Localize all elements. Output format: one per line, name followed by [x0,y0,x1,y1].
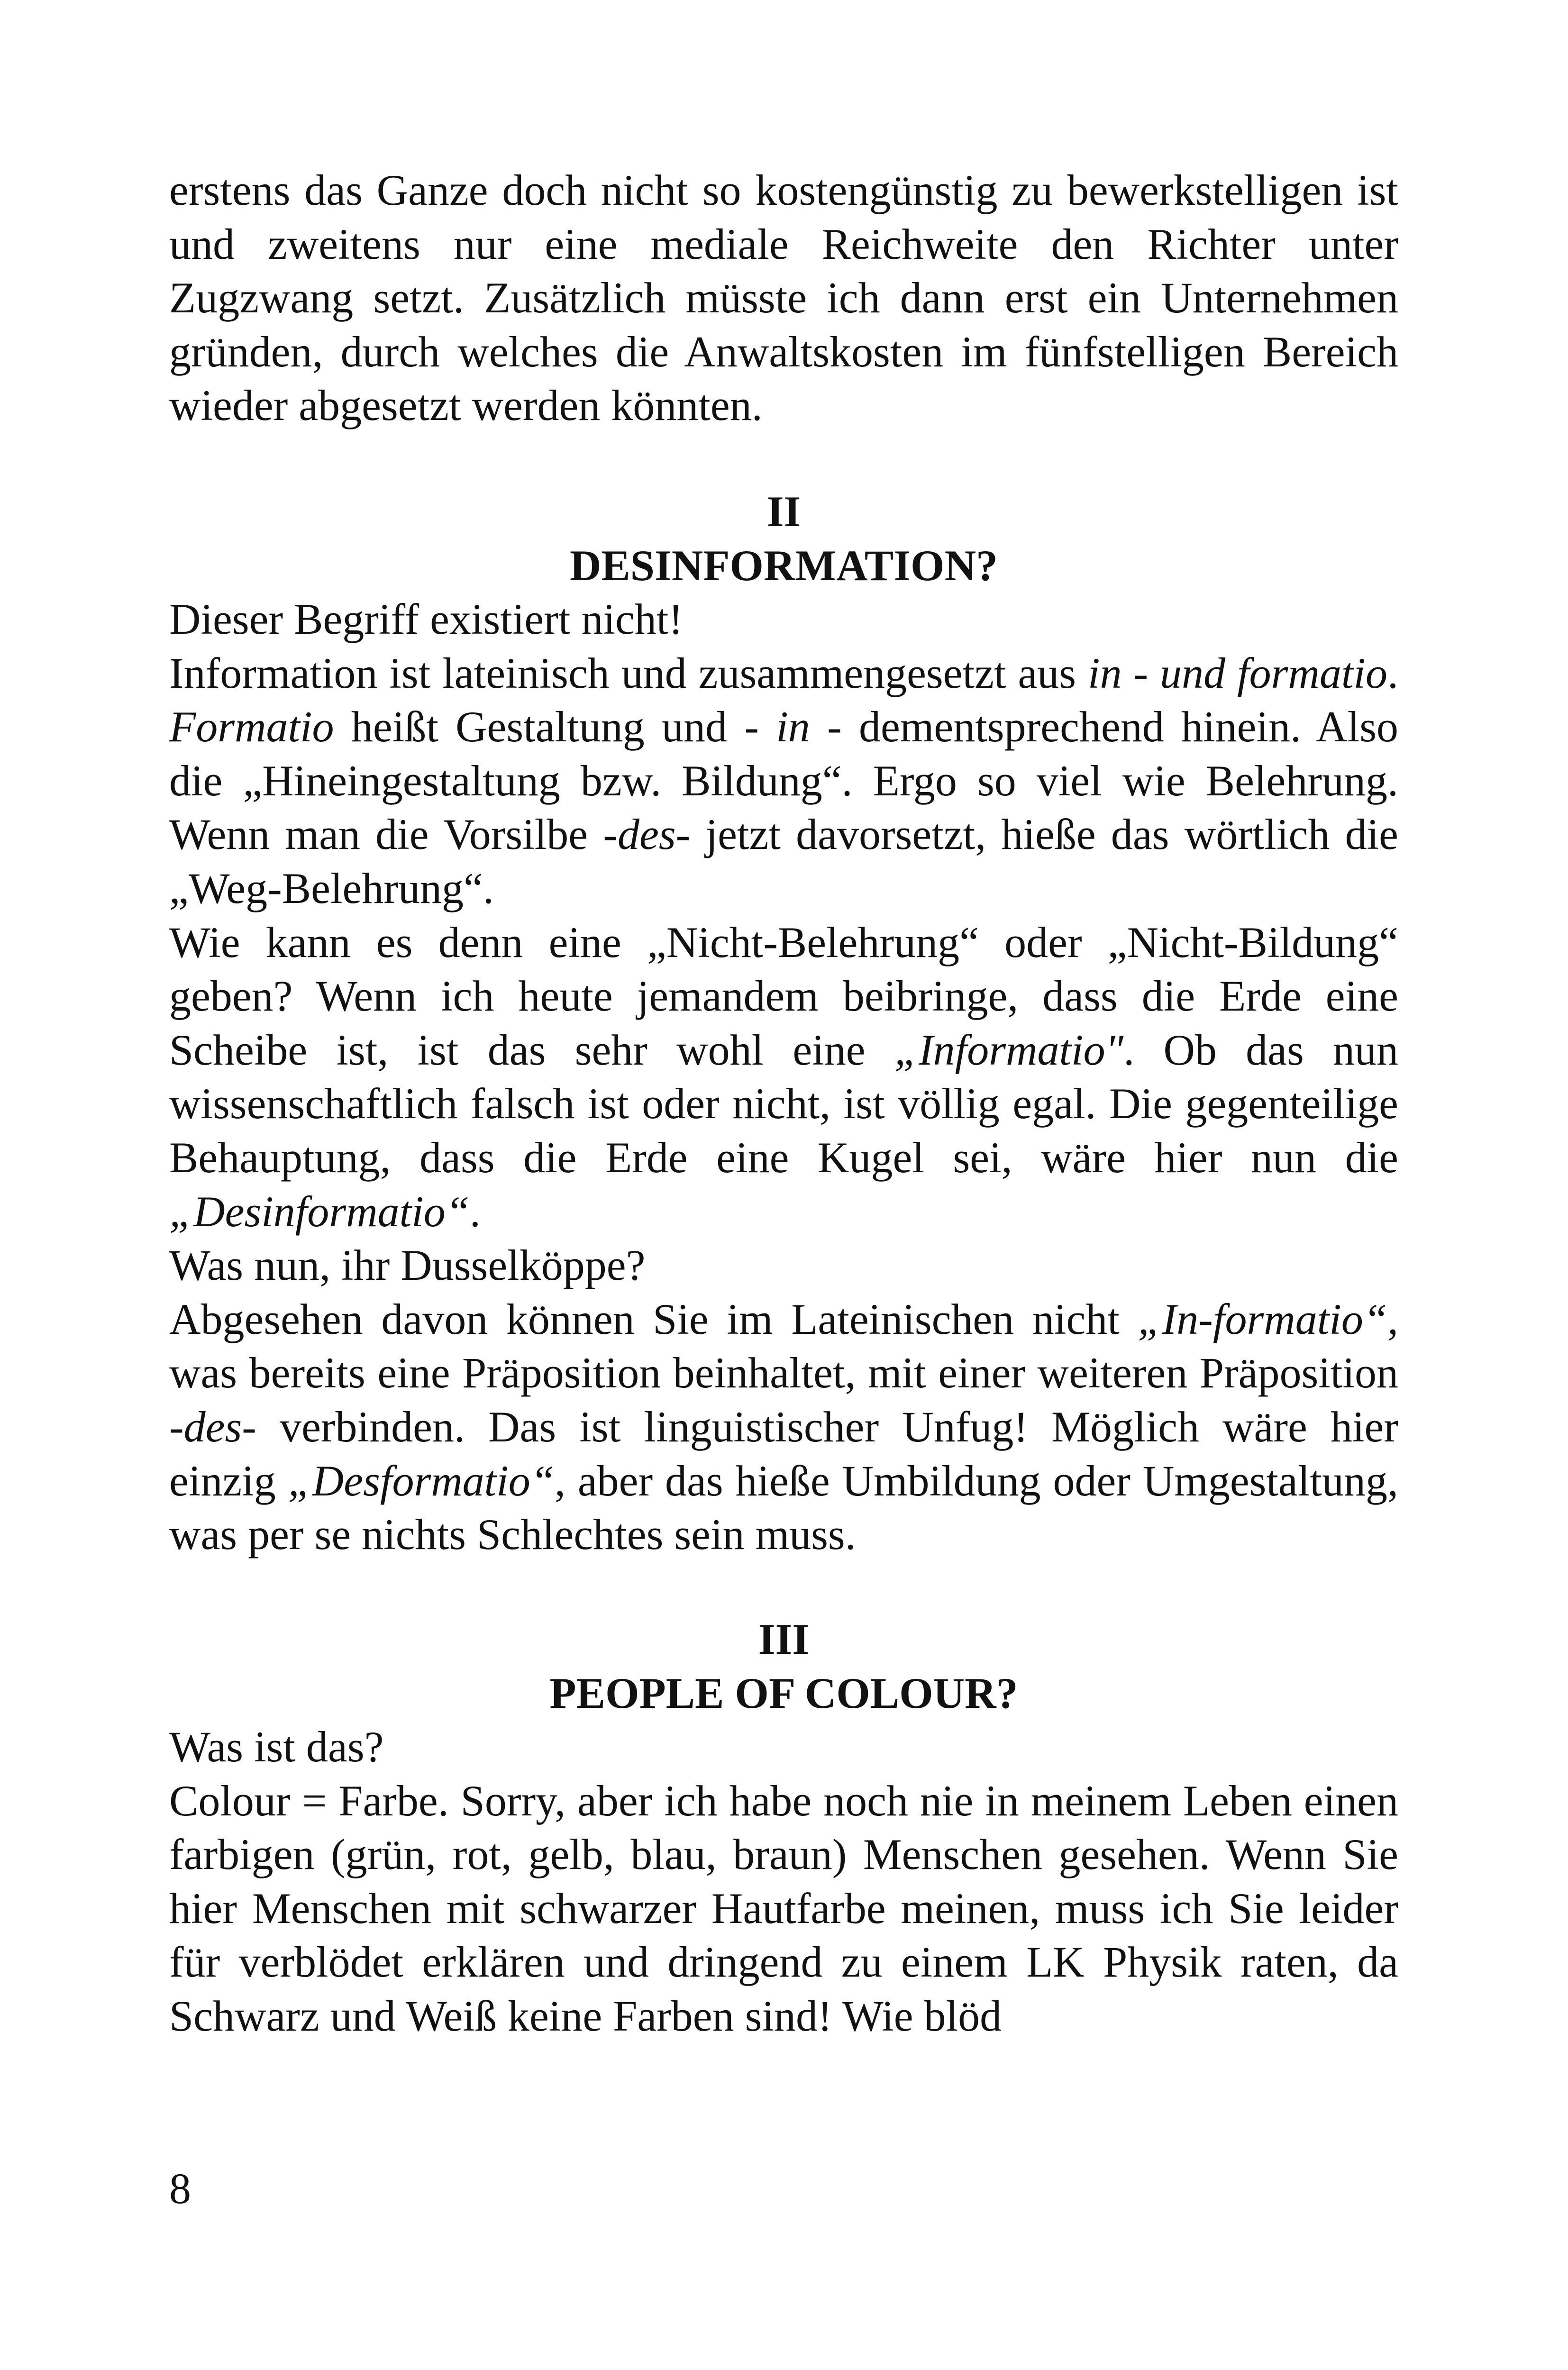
italic-term: „In-formatio“, [1138,1294,1398,1343]
intro-paragraph: erstens das Ganze doch nicht so kostengünstig zu bewerkstelligen ist und zweitens nur eine mediale Reichweite den Richter unter Zugzwang setzt. Zusätzlich müsste ich dann erst ein Unternehmen gründen, durch welches die Anwaltskosten im fünfstelligen Bereich wieder abgesetzt werden könnten. [169,166,1398,430]
section-2-body [169,592,1398,1562]
text-run: . [1387,648,1398,697]
text-run: Information ist lateinisch und zusammengesetzt aus [169,648,1088,697]
section-2-paragraph-5 [169,1293,1398,1562]
italic-term: Formatio [169,702,334,751]
italic-term: -des- [169,1402,256,1451]
section-2-number: II [766,487,801,536]
italic-term: in [776,702,810,751]
italic-term: „Informatio" [894,1025,1124,1074]
section-2-paragraph-4: Was nun, ihr Dusselköppe? [169,1241,646,1290]
text-run: , aber das hieße Umbildung oder Umgestaltung, was per se nichts Schlechtes sein muss. [169,1456,1398,1559]
italic-term: „Desformatio“ [288,1456,555,1505]
text-run: - dementsprechend hinein. Also die „Hineingestaltung bzw. Bildung“. Ergo so viel wie Belehrung. Wenn man die Vorsilbe [169,702,1398,859]
section-3-title: PEOPLE OF COLOUR? [549,1669,1018,1717]
text-run: . [469,1187,481,1236]
text-run: . Ob das nun wissenschaftlich falsch ist oder nicht, ist völlig egal. Die gegenteilige Behauptung, dass die Erde eine Kugel sei, wäre hier nun die [169,1025,1398,1182]
text-run: jetzt davorsetzt, hieße das wörtlich die „Weg-Belehrung“. [169,810,1399,912]
italic-term: in - und formatio [1088,648,1387,697]
section-2-paragraph-3 [169,916,1398,1239]
section-2-title: DESINFORMATION? [569,541,998,590]
section-3-body [169,1720,1398,2043]
section-3-paragraph-2: Colour = Farbe. Sorry, aber ich habe noch nie in meinem Leben einen farbigen (grün, rot, gelb, blau, braun) Menschen gesehen. Wenn Sie hier Menschen mit schwarzer Hautfarbe meinen, muss ich Sie leider für verblödet erklären und dringend zu einem LK Physik raten, da Schwarz und Weiß keine Farben sind! Wie blöd [169,1776,1398,2040]
section-3-paragraph-1: Was ist das? [169,1723,384,1771]
text-run: Abgesehen davon können Sie im Lateinischen nicht [169,1294,1138,1343]
text-run: Wie kann es denn eine „Nicht-Belehrung“ oder „Nicht-Bildung“ geben? Wenn ich heute jemandem beibringe, dass die Erde eine Scheibe ist, ist das sehr wohl eine [169,918,1398,1074]
section-2-paragraph-1: Dieser Begriff existiert nicht! [169,595,684,643]
italic-term: „Desinformatio“ [169,1187,470,1236]
text-run: verbinden. Das ist linguistischer Unfug! Möglich wäre hier einzig [169,1402,1398,1505]
section-3-number: III [758,1615,810,1663]
italic-term: -des- [603,810,691,859]
section-2-paragraph-2 [169,647,1398,916]
page-number: 8 [169,2164,191,2213]
intro-text [169,164,1398,433]
text-run: was bereits eine Präposition beinhaltet, mit einer weiteren Präposition [169,1349,1398,1397]
text-run: heißt Gestaltung und - [334,702,776,751]
